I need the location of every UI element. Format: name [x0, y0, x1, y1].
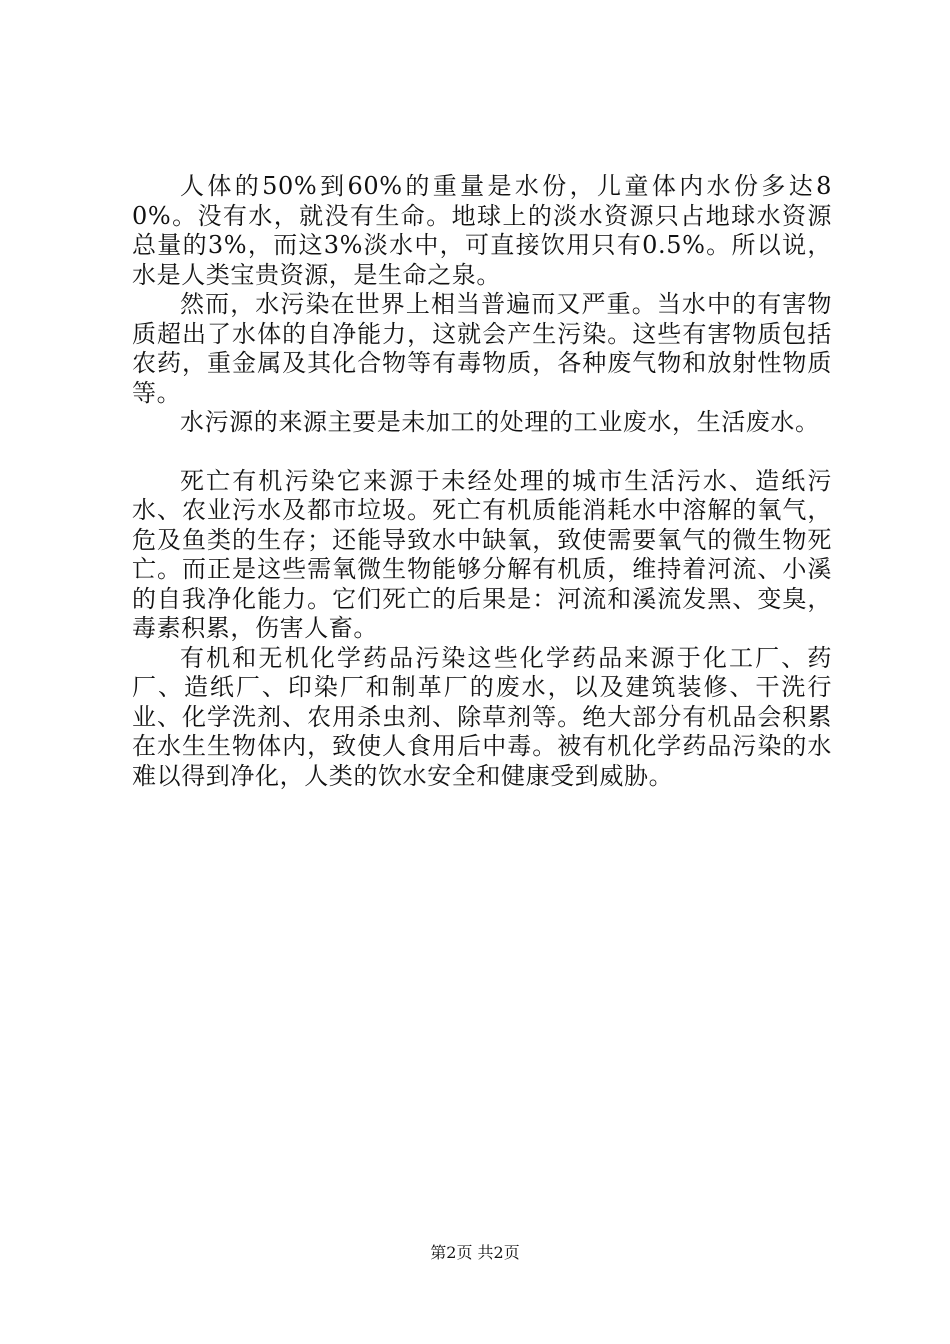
document-body [132, 172, 832, 791]
paragraph-water-importance: 人体的50%到60%的重量是水份，儿童体内水份多达80%。没有水，就没有生命。地球上的淡水资源只占地球水资源总量的3%，而这3%淡水中，可直接饮用只有0.5%。所以说，水是人类宝贵资源，是生命之泉。 [132, 172, 832, 289]
paragraph-water-pollution: 然而，水污染在世界上相当普遍而又严重。当水中的有害物质超出了水体的自净能力，这就会产生污染。这些有害物质包括农药，重金属及其化合物等有毒物质，各种废气物和放射性物质等。 [132, 290, 832, 407]
paragraph-chemical-pollution: 有机和无机化学药品污染这些化学药品来源于化工厂、药厂、造纸厂、印染厂和制革厂的废水，以及建筑装修、干洗行业、化学洗剂、农用杀虫剂、除草剂等。绝大部分有机品会积累在水生生物体内，致使人食用后中毒。被有机化学药品污染的水难以得到净化，人类的饮水安全和健康受到威胁。 [132, 643, 832, 790]
paragraph-organic-pollution: 死亡有机污染它来源于未经处理的城市生活污水、造纸污水、农业污水及都市垃圾。死亡有机质能消耗水中溶解的氧气，危及鱼类的生存；还能导致水中缺氧，致使需要氧气的微生物死亡。而正是这些需氧微生物能够分解有机质，维持着河流、小溪的自我净化能力。它们死亡的后果是：河流和溪流发黑、变臭，毒素积累，伤害人畜。 [132, 466, 832, 642]
paragraph-pollution-sources: 水污源的来源主要是未加工的处理的工业废水，生活废水。 [180, 408, 820, 436]
page-footer [0, 1243, 950, 1263]
page-number: 第2页 共2页 [430, 1243, 520, 1262]
